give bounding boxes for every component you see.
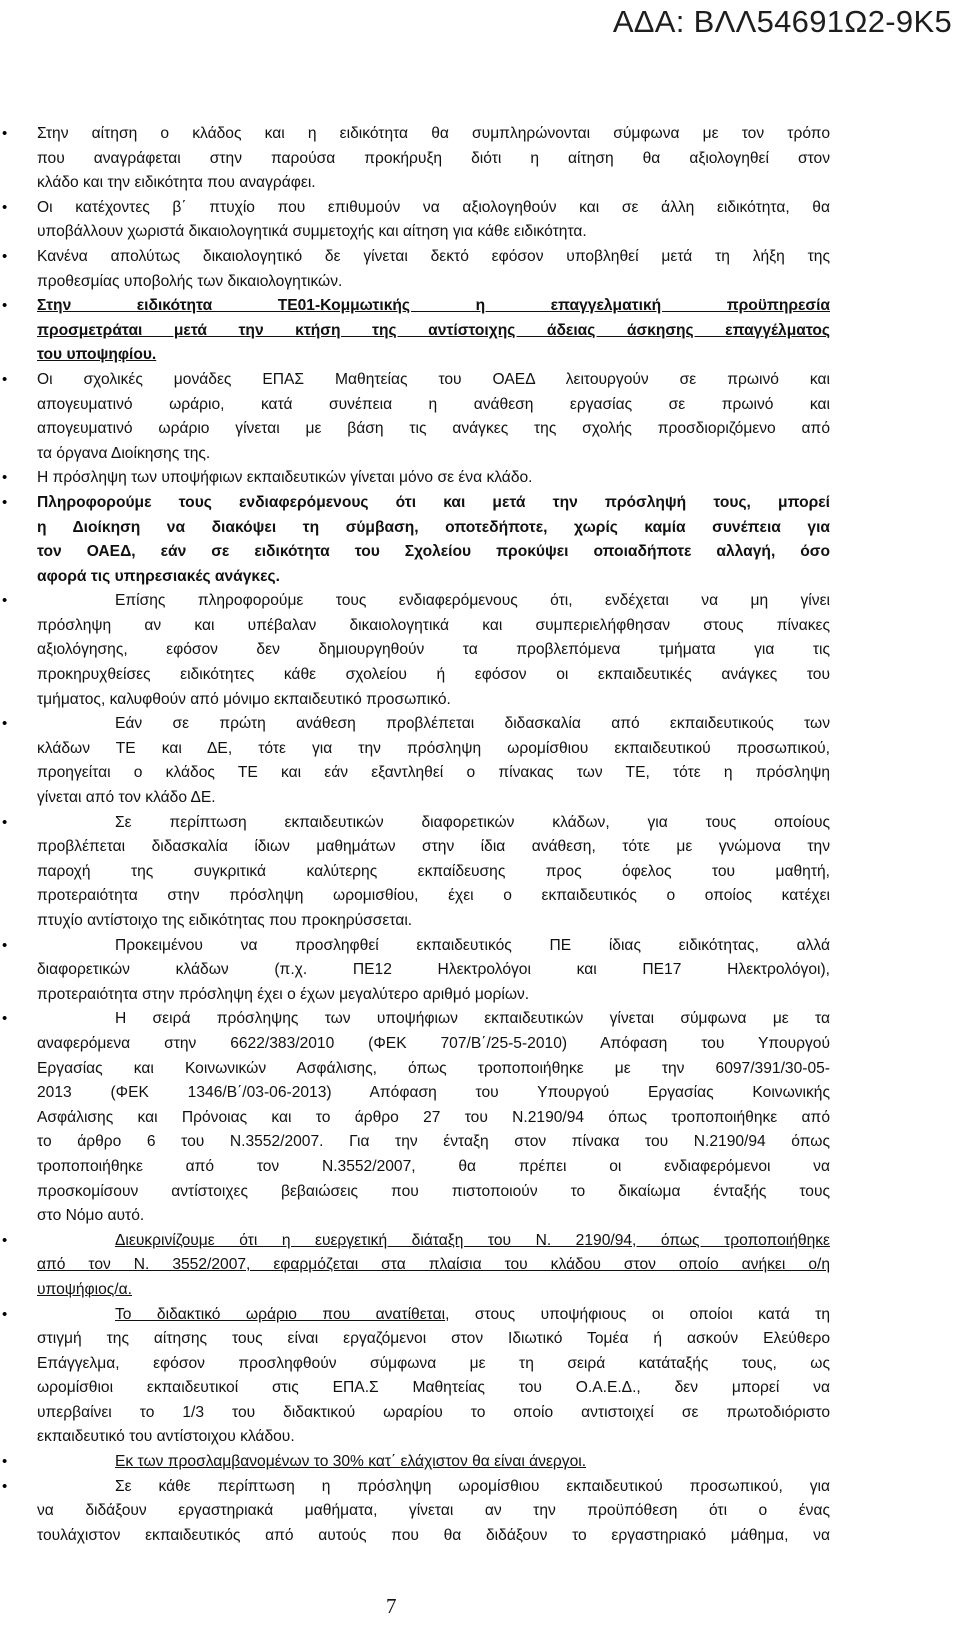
paragraph-line: προβλέπεται διδασκαλία ίδιων μαθημάτων στην ίδια ανάθεση, τότε με γνώμονα την [37, 838, 830, 856]
bullet-icon: • [2, 592, 8, 610]
paragraph-line: Οι σχολικές μονάδες ΕΠΑΣ Μαθητείας του ΟΑΕΔ λειτουργούν σε πρωινό και [37, 370, 830, 388]
paragraph-line: προτεραιότητα στην πρόσληψη έχει ο έχων μεγαλύτερο αριθμό μορίων. [37, 985, 530, 1003]
paragraph-line: αναφερόμενα στην 6622/383/2010 (ΦΕΚ 707/Β΄/25-5-2010) Απόφαση του Υπουργού [37, 1034, 830, 1052]
paragraph-line: Επίσης πληροφορούμε τους ενδιαφερόμενους ότι, ενδέχεται να μη γίνει [115, 592, 830, 610]
paragraph-line: στιγμή της αίτησης τους είναι εργαζόμενοι στον Ιδιωτικό Τομέα ή ασκούν Ελεύθερο [37, 1330, 830, 1348]
bullet-icon: • [2, 370, 8, 388]
ada-header: ΑΔΑ: ΒΛΛ54691Ω2-9Κ5 [612, 4, 952, 39]
bullet-paragraph [0, 368, 830, 466]
bullet-paragraph [0, 1303, 830, 1451]
paragraph-line: πρόσληψη αν και υπέβαλαν δικαιολογητικά και συμπεριελήφθησαν στους πίνακες [37, 616, 830, 634]
paragraph-line: Κανένα απολύτως δικαιολογητικό δε γίνεται δεκτό εφόσον υποβληθεί μετά τη λήξη της [37, 247, 830, 265]
paragraph-line: Εκ των προσλαμβανομένων το 30% κατ΄ ελάχιστον θα είναι άνεργοι. [115, 1453, 587, 1471]
paragraph-line: απογευματινό ωράριο, κατά συνέπεια η ανάθεση εργασίας σε πρωινό και [37, 395, 830, 413]
paragraph-line: ωρομίσθιοι εκπαιδευτικοί στις ΕΠΑ.Σ Μαθητείας του Ο.Α.Ε.Δ., δεν μπορεί να [37, 1379, 830, 1397]
paragraph-line: κλάδο και την ειδικότητα που αναγράφει. [37, 174, 316, 192]
bullet-paragraph [0, 1007, 830, 1228]
bullet-paragraph [0, 934, 830, 1008]
paragraph-line: Στην αίτηση ο κλάδος και η ειδικότητα θα συμπληρώνονται σύμφωνα με τον τρόπο [37, 125, 830, 142]
bullet-paragraph [0, 122, 830, 196]
paragraph-line: Επάγγελμα, εφόσον προσληφθούν σύμφωνα με τη σειρά κατάταξής τους, ως [37, 1354, 830, 1372]
paragraph-line: πτυχίο αντίστοιχο της ειδικότητας που προκηρύσσεται. [37, 912, 413, 929]
paragraph-line: 2013 (ΦΕΚ 1346/Β΄/03-06-2013) Απόφαση του Υπουργού Εργασίας Κοινωνικής [37, 1084, 830, 1102]
bullet-paragraph [0, 1475, 830, 1549]
bullet-paragraph [0, 245, 830, 294]
bullet-paragraph [0, 589, 830, 712]
paragraph-line: τμήματος, καλυφθούν από μόνιμο εκπαιδευτικό προσωπικό. [37, 690, 451, 708]
paragraph-line: τροποποιήθηκε από τον Ν.3552/2007, θα πρέπει οι ενδιαφερόμενοι να [37, 1157, 830, 1175]
paragraph-line: του υποψηφίου. [37, 346, 157, 364]
paragraph-line: Η σειρά πρόσληψης των υποψήφιων εκπαιδευτικών γίνεται σύμφωνα με τα [115, 1010, 830, 1028]
bullet-icon: • [2, 1010, 8, 1028]
paragraph-line: Στην ειδικότητα ΤΕ01-Κομμωτικής η επαγγελματική προϋπηρεσία [37, 297, 830, 315]
paragraph-line: το άρθρο 6 του Ν.3552/2007. Για την ένταξη στον πίνακα του Ν.2190/94 όπως [37, 1133, 830, 1151]
paragraph-line: να διδάξουν εργαστηριακά μαθήματα, γίνεται αν την προϋπόθεση ότι ο ένας [37, 1502, 830, 1520]
paragraph-line: Οι κατέχοντες β΄ πτυχίο που επιθυμούν να αξιολογηθούν και σε άλλη ειδικότητα, θα [37, 198, 830, 216]
bullet-icon: • [2, 247, 8, 265]
paragraph-line: στο Νόμο αυτό. [37, 1207, 145, 1225]
bullet-icon: • [2, 813, 8, 831]
paragraph-line [37, 1303, 830, 1328]
paragraph-line: αφορά τις υπηρεσιακές ανάγκες. [37, 567, 280, 585]
bullet-paragraph [0, 491, 830, 589]
paragraph-line: προκηρυχθείσες ειδικότητες κάθε σχολείου ή εφόσον οι εκπαιδευτικές ανάγκες του [37, 666, 830, 684]
paragraph-line: τουλάχιστον εκπαιδευτικός από αυτούς που θα διδάξουν το εργαστηριακό μάθημα, να [37, 1526, 830, 1544]
paragraph-line: προθεσμίας υποβολής των δικαιολογητικών. [37, 272, 343, 290]
paragraph-line: προτεραιότητα στην πρόσληψη ωρομισθίου, έχει ο εκπαιδευτικός ο οποίος κατέχει [37, 887, 830, 905]
bullet-paragraph [0, 712, 830, 810]
paragraph-line: Σε κάθε περίπτωση η πρόσληψη ωρομίσθιου εκπαιδευτικού προσωπικού, για [115, 1477, 830, 1495]
paragraph-line: κλάδων ΤΕ και ΔΕ, τότε για την πρόσληψη ωρομίσθιου εκπαιδευτικού προσωπικού, [37, 739, 830, 757]
paragraph-line: υποβάλλουν χωριστά δικαιολογητικά συμμετοχής και αίτηση για κάθε ειδικότητα. [37, 223, 587, 241]
paragraph-line: Εργασίας και Κοινωνικών Ασφάλισης, όπως τροποποιήθηκε με την 6097/391/30-05- [37, 1059, 830, 1077]
bullet-icon: • [2, 1453, 8, 1471]
paragraph-line: Η πρόσληψη των υποψήφιων εκπαιδευτικών γίνεται μόνο σε ένα κλάδο. [37, 469, 533, 487]
paragraph-line: η Διοίκηση να διακόψει τη σύμβαση, οποτεδήποτε, χωρίς καμία συνέπεια για [37, 518, 830, 536]
bullet-icon: • [2, 1477, 8, 1495]
paragraph-line: απογευματινό ωράριο γίνεται με βάση τις ανάγκες της σχολής προσδιοριζόμενο από [37, 420, 830, 438]
paragraph-line: υποψήφιος/α. [37, 1280, 132, 1298]
bullet-icon: • [2, 469, 8, 487]
paragraph-line: από τον Ν. 3552/2007, εφαρμόζεται στα πλαίσια του κλάδου στον οποίο ανήκει ο/η [37, 1256, 830, 1274]
bullet-icon: • [2, 936, 8, 954]
bullet-icon: • [2, 1231, 8, 1249]
bullet-icon: • [2, 715, 8, 733]
bullet-icon: • [2, 493, 8, 511]
paragraph-line: παροχή της συγκριτικά καλύτερης εκπαίδευσης προς όφελος του μαθητή, [37, 862, 830, 880]
paragraph-line: Προκειμένου να προσληφθεί εκπαιδευτικός ΠΕ ίδιας ειδικότητας, αλλά [115, 936, 830, 954]
paragraph-line: Εάν σε πρώτη ανάθεση προβλέπεται διδασκαλία από εκπαιδευτικούς των [115, 715, 830, 733]
paragraph-line: υπερβαίνει το 1/3 του διδακτικού ωραρίου το οποίο αντιστοιχεί σε πρωτοδιόριστο [37, 1403, 830, 1421]
document-body [0, 122, 960, 1548]
paragraph-line: προσκομίσουν αντίστοιχες βεβαιώσεις που πιστοποιούν το δικαίωμα ένταξής τους [37, 1182, 830, 1200]
bullet-paragraph [0, 466, 830, 491]
paragraph-line: Διευκρινίζουμε ότι η ευεργετική διάταξη του Ν. 2190/94, όπως τροποποιήθηκε [115, 1231, 830, 1249]
bullet-paragraph [0, 1450, 830, 1475]
bullet-icon: • [2, 1305, 8, 1323]
page-number: 7 [386, 1594, 397, 1618]
paragraph-line: Σε περίπτωση εκπαιδευτικών διαφορετικών κλάδων, για τους οποίους [115, 813, 830, 831]
paragraph-line: εκπαιδευτικό του αντίστοιχου κλάδου. [37, 1428, 295, 1446]
paragraph-line: γίνεται από τον κλάδο ΔΕ. [37, 789, 216, 807]
paragraph-line: τον ΟΑΕΔ, εάν σε ειδικότητα του Σχολείου προκύψει οποιαδήποτε αλλαγή, όσο [37, 543, 830, 561]
paragraph-line: διαφορετικών κλάδων (π.χ. ΠΕ12 Ηλεκτρολόγοι και ΠΕ17 Ηλεκτρολόγοι), [37, 961, 830, 979]
paragraph-line: Ασφάλισης και Πρόνοιας και το άρθρο 27 του Ν.2190/94 όπως τροποποιήθηκε από [37, 1108, 830, 1126]
bullet-icon: • [2, 297, 8, 315]
paragraph-line: αξιολόγησης, εφόσον δεν δημιουργηθούν τα προβλεπόμενα τμήματα για τις [37, 641, 830, 659]
paragraph-line: προσμετράται μετά την κτήση της αντίστοιχης άδειας άσκησης επαγγέλματος [37, 321, 830, 339]
bullet-paragraph [0, 294, 830, 368]
paragraph-line: προηγείται ο κλάδος ΤΕ και εάν εξαντληθεί ο πίνακας των ΤΕ, τότε η πρόσληψη [37, 764, 830, 782]
paragraph-line: τα όργανα Διοίκησης της. [37, 444, 211, 462]
line-rest: , στους υποψήφιους οι οποίοι κατά τη [445, 1305, 831, 1323]
paragraph-line: που αναγράφεται στην παρούσα προκήρυξη διότι η αίτηση θα αξιολογηθεί στον [37, 149, 830, 167]
bullet-icon: • [2, 198, 8, 216]
bullet-icon: • [2, 125, 8, 142]
bullet-paragraph [0, 196, 830, 245]
bullet-paragraph [0, 811, 830, 934]
paragraph-line: Πληροφορούμε τους ενδιαφερόμενους ότι και μετά την πρόσληψή τους, μπορεί [37, 493, 830, 511]
underlined-lead: Το διδακτικό ωράριο που ανατίθεται [115, 1305, 446, 1323]
bullet-paragraph [0, 1229, 830, 1303]
